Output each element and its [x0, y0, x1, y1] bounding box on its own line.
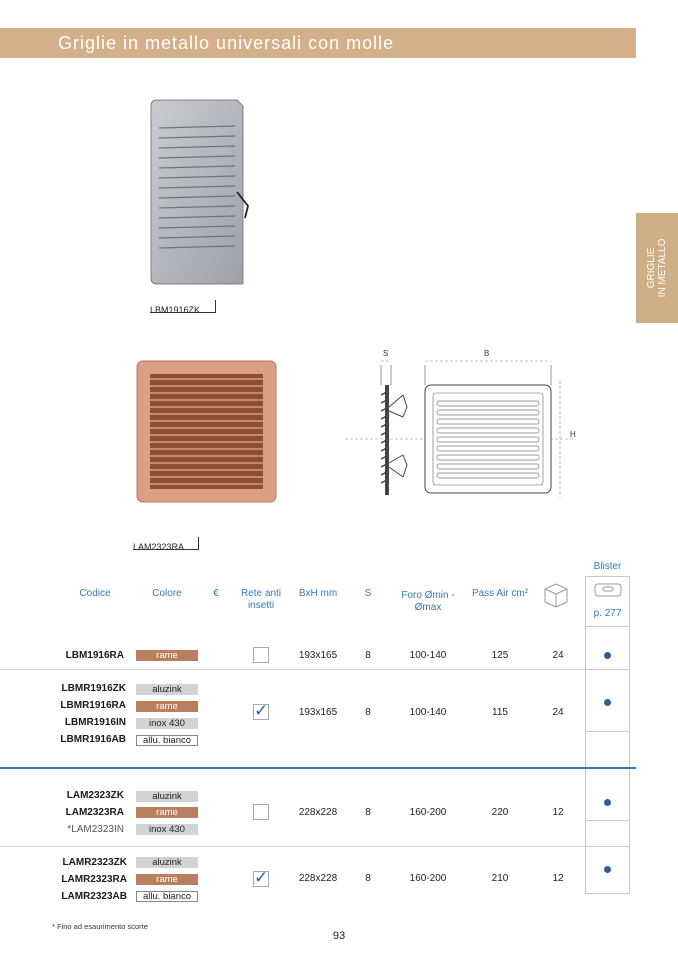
color-swatch: inox 430 [136, 824, 198, 835]
check-icon: ✓ [254, 701, 269, 720]
blister-divider [585, 669, 630, 670]
foro-value: 160-200 [409, 873, 447, 884]
box-quantity: 12 [552, 873, 564, 884]
product-photo-lam2323ra [136, 360, 277, 503]
header-rete: Rete anti insetti [240, 588, 282, 611]
product-code: LAM2323ZK [66, 790, 124, 801]
box-quantity: 24 [552, 650, 564, 661]
side-tab-label: GRIGLIE IN METALLO [646, 238, 668, 298]
caption-marker [133, 537, 199, 550]
pass-air-value: 115 [492, 707, 508, 718]
page-title: Griglie in metallo universali con molle [58, 33, 395, 53]
header-codice: Codice [79, 588, 111, 599]
foro-value: 100-140 [409, 707, 447, 718]
page-number: 93 [332, 930, 346, 942]
color-swatch: rame [136, 807, 198, 818]
blister-dot [604, 652, 611, 659]
color-swatch: allu. bianco [136, 891, 198, 902]
color-swatch: rame [136, 701, 198, 712]
s-value: 8 [365, 807, 371, 818]
section-divider [0, 767, 636, 769]
color-swatch: aluzink [136, 857, 198, 868]
product-code: LAMR2323RA [61, 874, 127, 885]
header-pass-air: Pass Air cm² [471, 588, 529, 599]
dim-label-s: S [383, 349, 389, 358]
product-code: LBMR1916ZK [61, 683, 126, 694]
section-side-tab[interactable] [636, 213, 678, 323]
product-code: LBMR1916AB [60, 734, 126, 745]
insect-net-checkbox [253, 804, 269, 820]
color-swatch: aluzink [136, 684, 198, 695]
product-photo-lbm1916zk [145, 96, 250, 292]
blister-divider [585, 626, 630, 627]
blister-divider [585, 820, 630, 821]
s-value: 8 [365, 873, 371, 884]
footnote: * Fino ad esaurimento scorte [52, 922, 148, 931]
s-value: 8 [365, 650, 371, 661]
technical-drawing [345, 345, 585, 505]
photo-caption: LBM1916ZK [150, 305, 201, 315]
header-blister: Blister [593, 561, 622, 572]
photo-caption: LAM2323RA [133, 542, 185, 552]
pass-air-value: 210 [491, 873, 509, 884]
product-code: LAMR2323ZK [62, 857, 127, 868]
dim-label-h: H [570, 430, 576, 439]
bxh-value: 193x165 [298, 707, 338, 718]
caption-marker [150, 300, 216, 313]
color-swatch: inox 430 [136, 718, 198, 729]
header-colore: Colore [152, 588, 182, 599]
blister-divider [585, 731, 630, 732]
product-code: LBM1916RA [65, 650, 124, 661]
header-bxh: BxH mm [298, 588, 338, 599]
blister-page-ref: p. 277 [593, 608, 622, 619]
pass-air-value: 220 [491, 807, 509, 818]
color-swatch: rame [136, 650, 198, 661]
s-value: 8 [365, 707, 371, 718]
blister-dot [604, 866, 611, 873]
row-divider [0, 669, 585, 670]
product-code: LBMR1916IN [64, 717, 126, 728]
color-swatch: rame [136, 874, 198, 885]
blister-dot [604, 699, 611, 706]
row-divider [0, 846, 585, 847]
insect-net-checkbox [253, 647, 269, 663]
page-title-bar [0, 28, 636, 58]
foro-value: 160-200 [409, 807, 447, 818]
box-icon [542, 582, 570, 608]
pass-air-value: 125 [491, 650, 509, 661]
bxh-value: 228x228 [298, 807, 338, 818]
blister-dot [604, 799, 611, 806]
bxh-value: 228x228 [298, 873, 338, 884]
bxh-value: 193x165 [298, 650, 338, 661]
product-code: LAMR2323AB [61, 891, 127, 902]
box-quantity: 12 [552, 807, 564, 818]
product-code: *LAM2323IN [67, 824, 124, 835]
color-swatch: allu. bianco [136, 735, 198, 746]
product-code: LBMR1916RA [60, 700, 126, 711]
dim-label-b: B [484, 349, 490, 358]
blister-divider [585, 846, 630, 847]
check-icon: ✓ [254, 868, 269, 887]
header-foro: Foro Ømin - Ømax [401, 590, 455, 613]
header-s: S [364, 588, 372, 599]
header-euro: € [213, 588, 219, 599]
product-code: LAM2323RA [65, 807, 124, 818]
foro-value: 100-140 [409, 650, 447, 661]
color-swatch: aluzink [136, 791, 198, 802]
box-quantity: 24 [552, 707, 564, 718]
